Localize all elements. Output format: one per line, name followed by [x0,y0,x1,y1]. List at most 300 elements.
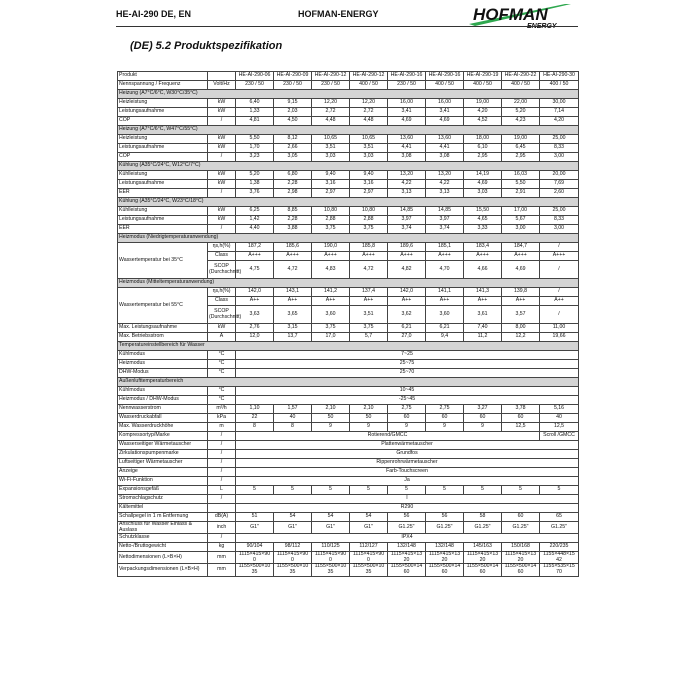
value-cell: 3,97 [426,216,464,225]
value-cell: 13,60 [388,135,426,144]
value-cell: A+++ [350,252,388,261]
value-cell: 3,41 [426,108,464,117]
row-label: Leistungsaufnahme [118,108,208,117]
value-cell: 5 [274,486,312,495]
section-title: Kühlung (A35°C/24°C, W12°C/7°C) [118,162,579,171]
row-unit [208,504,236,513]
value-cell: 3,33 [464,225,502,234]
value-cell: 5 [312,486,350,495]
value-cell: 54 [312,513,350,522]
value-cell: A+++ [540,252,579,261]
row-unit: °C [208,351,236,360]
value-cell: 5 [350,486,388,495]
value-cell: 2,88 [350,216,388,225]
value-cell: 187,2 [236,243,274,252]
table-row [118,117,579,126]
row-label: Leistungsaufnahme [118,216,208,225]
table-row [118,369,579,378]
table-row [118,504,579,513]
value-cell: 90/104 [236,543,274,552]
row-unit: SCOP (Durchschnitt) [208,306,236,324]
value-cell: 25,00 [540,135,579,144]
row-label: COP [118,153,208,162]
value-cell: 9,40 [312,171,350,180]
value-cell: 13,20 [388,171,426,180]
value-cell: 10,80 [350,207,388,216]
value-cell: 8,33 [540,216,579,225]
section-row [118,279,579,288]
value-cell: 8,00 [502,324,540,333]
value-cell: 1155×500×10 35 [350,564,388,576]
value-cell: 12,20 [312,99,350,108]
value-cell: 1155×448×15 42 [540,552,579,564]
row-unit: ηs,h(%) [208,243,236,252]
row-unit: °C [208,369,236,378]
value-cell: 1155×500×14 60 [502,564,540,576]
value-cell: 3,97 [388,216,426,225]
value-cell: 3,16 [350,180,388,189]
value-cell: 12,5 [540,423,579,432]
value-cell: 50 [350,414,388,423]
value-cell: 132/148 [388,543,426,552]
section-title: Heizung (A7°C/6°C, W30°C/35°C) [118,90,579,99]
section-row [118,90,579,99]
value-cell: 5 [426,486,464,495]
value-cell: 5 [236,486,274,495]
row-unit: kW [208,108,236,117]
value-cell: 185,6 [274,243,312,252]
table-row [118,552,579,564]
value-cell: 13,7 [274,333,312,342]
value-cell: 3,00 [540,225,579,234]
section-row [118,162,579,171]
table-row [118,360,579,369]
value-cell: 1,33 [236,108,274,117]
value-cell: 3,60 [426,306,464,324]
value-cell: 10,80 [312,207,350,216]
value-cell: 137,4 [350,288,388,297]
value-cell: 25,00 [540,207,579,216]
value-cell: 6,25 [236,207,274,216]
value-cell: 5 [388,486,426,495]
value-cell: A+++ [502,252,540,261]
table-row [118,468,579,477]
table-row [118,180,579,189]
value-cell: 1155×500×10 35 [312,564,350,576]
row-label: Wasserdruckabfall [118,414,208,423]
model-header: HE-AI-290-09 [274,72,312,81]
value-cell: A+++ [274,252,312,261]
value-cell: A++ [236,297,274,306]
value-cell: 56 [426,513,464,522]
row-unit: mm [208,552,236,564]
value-cell: 9 [464,423,502,432]
model-header: HE-AI-290-22 [502,72,540,81]
value-cell: 190,0 [312,243,350,252]
value-cell: 1115×415×13 20 [426,552,464,564]
header-divider [116,26,578,27]
value-cell: 1,38 [236,180,274,189]
value-cell: 14,85 [426,207,464,216]
value-cell: 3,78 [502,405,540,414]
merged-value-cell: Rippenrohrwärmetauscher [236,459,579,468]
merged-value-cell: 25~75 [236,360,579,369]
value-cell: 22 [236,414,274,423]
model-header: HE-AI-290-12 [350,72,388,81]
value-cell: 6,10 [464,144,502,153]
merged-value-cell: R290 [236,504,579,513]
table-row [118,564,579,576]
value-cell: 4,65 [464,216,502,225]
company-name: HOFMAN-ENERGY [298,9,379,19]
row-label: Kältemittel [118,504,208,513]
value-cell: 30,00 [540,99,579,108]
row-label: Verpackungsdimensionen (L×B×H) [118,564,208,576]
table-row [118,171,579,180]
value-cell: 4,22 [426,180,464,189]
value-cell: 2,03 [274,108,312,117]
table-row [118,432,579,441]
value-cell: A++ [388,297,426,306]
value-cell: 400 / 50 [350,81,388,90]
value-cell: 9 [350,423,388,432]
value-cell: 3,13 [388,189,426,198]
row-label: Nennwasserstrom [118,405,208,414]
row-label: Schutzklasse [118,534,208,543]
value-cell: 5 [502,486,540,495]
value-cell: 230 / 50 [236,81,274,90]
value-cell: 112/127 [350,543,388,552]
table-header-row [118,72,579,81]
value-cell: 3,51 [312,144,350,153]
value-cell: 4,41 [388,144,426,153]
value-cell: A++ [540,297,579,306]
value-cell: A++ [274,297,312,306]
value-cell: 2,91 [502,189,540,198]
row-label: Schallpegel in 1 m Entfernung [118,513,208,522]
row-unit: inch [208,522,236,534]
value-cell: 10,65 [350,135,388,144]
row-unit: kPa [208,414,236,423]
row-label: Stromschlagschutz [118,495,208,504]
row-unit: Class [208,252,236,261]
value-cell: 9,15 [274,99,312,108]
value-cell: 17,0 [312,333,350,342]
value-cell: A+++ [388,252,426,261]
row-label: Kühlmodus [118,387,208,396]
section-row [118,342,579,351]
section-row [118,198,579,207]
value-cell: 3,05 [274,153,312,162]
row-unit: / [208,534,236,543]
value-cell: A+++ [464,252,502,261]
row-unit: / [208,189,236,198]
row-unit: / [208,459,236,468]
value-cell: A++ [312,297,350,306]
value-cell: 9,40 [350,171,388,180]
row-label: DHW-Modus [118,369,208,378]
row-label: EER [118,189,208,198]
table-row [118,243,579,252]
merged-value-cell: Rotierend/GMCC [236,432,540,441]
merged-value-cell: Grundfos [236,450,579,459]
table-row [118,396,579,405]
value-cell: G1" [236,522,274,534]
value-cell: 4,75 [236,261,274,279]
model-header: HE-AI-290-16 [426,72,464,81]
table-row [118,225,579,234]
row-unit: m³/h [208,405,236,414]
row-label: Anzeige [118,468,208,477]
value-cell: G1" [312,522,350,534]
row-unit: °C [208,396,236,405]
row-unit: kg [208,543,236,552]
value-cell: A++ [464,297,502,306]
value-cell: 4,41 [426,144,464,153]
value-cell: 1,57 [274,405,312,414]
row-label: Netto-/Bruttogewicht [118,543,208,552]
row-label: Luftseitiger Wärmetauscher [118,459,208,468]
merged-value-cell: Ja [236,477,579,486]
logo-wordmark: HOFMAN [473,5,548,24]
row-label: Max. Betriebsstrom [118,333,208,342]
merged-value-cell: I [236,495,579,504]
row-label: Zirkulationspumpenmarke [118,450,208,459]
value-cell: 60 [502,414,540,423]
value-cell: 3,27 [464,405,502,414]
value-cell: 65 [540,513,579,522]
value-cell: 3,74 [426,225,464,234]
value-cell: 3,08 [426,153,464,162]
value-cell: 3,16 [312,180,350,189]
row-unit: kW [208,207,236,216]
value-cell: 220/235 [540,543,579,552]
value-cell: G1.25" [388,522,426,534]
value-cell: 1155×535×15 70 [540,564,579,576]
row-label: Heizleistung [118,135,208,144]
value-cell: 4,69 [464,180,502,189]
value-cell: 150/168 [502,543,540,552]
value-cell: 4,69 [502,261,540,279]
row-label: Nettodimensionen (L×B×H) [118,552,208,564]
value-cell: G1.25" [426,522,464,534]
table-row [118,414,579,423]
value-cell: 7,69 [540,180,579,189]
value-cell: 7,14 [540,108,579,117]
value-cell: 19,00 [464,99,502,108]
value-cell: 2,75 [426,405,464,414]
row-unit: kW [208,135,236,144]
value-cell: 2,66 [274,144,312,153]
value-cell: 54 [274,513,312,522]
value-cell: 4,81 [236,117,274,126]
merged-value-cell: Farb-Touchscreen [236,468,579,477]
value-cell: 2,97 [350,189,388,198]
value-cell: 4,83 [312,261,350,279]
value-cell: 3,75 [350,225,388,234]
row-label: Wasserseitiger Wärmetauscher [118,441,208,450]
value-cell: 11,2 [464,333,502,342]
value-cell: 5,20 [236,171,274,180]
row-label: Wi-Fi-Funktion [118,477,208,486]
page-title: (DE) 5.2 Produktspezifikation [130,40,283,52]
section-title: Heizmodus (Niedrigtemperaturanwendung) [118,234,579,243]
table-row [118,534,579,543]
value-cell: 132/148 [426,543,464,552]
section-title: Temperatureinstellbereich für Wasser [118,342,579,351]
value-cell: 7,40 [464,324,502,333]
table-row [118,108,579,117]
model-header: HE-AI-290-30 [540,72,579,81]
value-cell: 4,50 [274,117,312,126]
header-unit [208,72,236,81]
value-cell: 5 [540,486,579,495]
value-cell: 18,00 [464,135,502,144]
value-cell: 6,21 [426,324,464,333]
value-cell: 16,00 [426,99,464,108]
value-cell: 8 [274,423,312,432]
value-cell: 19,66 [540,333,579,342]
row-label: Max. Leistungsaufnahme [118,324,208,333]
row-unit: / [208,450,236,459]
table-row [118,153,579,162]
row-label: Heizmodus [118,360,208,369]
value-cell: 3,03 [464,189,502,198]
product-spec-table [117,71,579,577]
row-unit: ηs,h(%) [208,288,236,297]
merged-value-cell: 7~25 [236,351,579,360]
row-unit: A [208,333,236,342]
value-cell: 19,00 [502,135,540,144]
row-unit: L [208,486,236,495]
value-cell: 22,00 [502,99,540,108]
row-label: COP [118,117,208,126]
value-cell: 13,60 [426,135,464,144]
value-cell: 4,48 [312,117,350,126]
table-row [118,333,579,342]
value-cell: 5,16 [540,405,579,414]
value-cell: 4,72 [350,261,388,279]
value-cell: 183,4 [464,243,502,252]
row-unit: / [208,477,236,486]
value-cell: 185,1 [426,243,464,252]
section-row [118,378,579,387]
merged-value-cell: IPX4 [236,534,579,543]
row-unit: / [208,441,236,450]
value-cell: A++ [502,297,540,306]
value-cell: 142,0 [388,288,426,297]
table-row [118,216,579,225]
value-cell: 3,23 [236,153,274,162]
row-unit: m [208,423,236,432]
value-cell: 4,20 [464,108,502,117]
table-row [118,135,579,144]
value-cell: 3,61 [464,306,502,324]
value-cell: 3,60 [312,306,350,324]
value-cell: 3,51 [350,306,388,324]
value-cell: 2,75 [388,405,426,414]
value-cell: A+++ [426,252,464,261]
value-cell: 8 [236,423,274,432]
value-cell: 1115×415×13 20 [502,552,540,564]
section-title: Heizung (A7°C/6°C, W47°C/55°C) [118,126,579,135]
table-row [118,441,579,450]
value-cell: A++ [350,297,388,306]
value-cell: 60 [502,513,540,522]
value-cell: A++ [426,297,464,306]
model-header: HE-AI-290-12 [312,72,350,81]
value-cell: / [540,306,579,324]
model-header: HE-AI-290-06 [236,72,274,81]
value-cell: 3,75 [312,225,350,234]
value-cell: 15,50 [464,207,502,216]
value-cell: 14,85 [388,207,426,216]
value-cell: 3,51 [350,144,388,153]
row-unit: / [208,468,236,477]
merged-value-cell: 25~70 [236,369,579,378]
value-cell: 185,8 [350,243,388,252]
value-cell: 5,20 [502,108,540,117]
value-cell: 60 [464,414,502,423]
value-cell: 5,7 [350,333,388,342]
value-cell: 145/163 [464,543,502,552]
value-cell: 4,48 [350,117,388,126]
row-unit: mm [208,564,236,576]
value-cell: 400 / 50 [426,81,464,90]
value-cell: 2,10 [350,405,388,414]
value-cell: 2,72 [350,108,388,117]
value-cell: 230 / 50 [274,81,312,90]
value-cell: 6,80 [274,171,312,180]
row-unit: / [208,495,236,504]
section-row [118,234,579,243]
value-cell: 400 / 50 [502,81,540,90]
value-cell: 3,13 [426,189,464,198]
value-cell: G1" [350,522,388,534]
row-unit: Volt/Hz [208,81,236,90]
value-cell: 6,45 [502,144,540,153]
value-cell: 143,1 [274,288,312,297]
value-cell: 2,95 [502,153,540,162]
value-cell: 3,63 [236,306,274,324]
model-header: HE-AI-290-19 [464,72,502,81]
value-cell: 189,6 [388,243,426,252]
table-row [118,450,579,459]
table-row [118,144,579,153]
value-cell: 17,00 [502,207,540,216]
value-cell: 4,20 [540,117,579,126]
value-cell: 3,03 [312,153,350,162]
value-cell: 1115×415×90 0 [236,552,274,564]
table-row [118,477,579,486]
value-cell: 9 [312,423,350,432]
value-cell: / [540,261,579,279]
value-cell: 3,57 [502,306,540,324]
value-cell: 1155×500×14 60 [464,564,502,576]
value-cell: 4,69 [388,117,426,126]
merged-value-cell: -25~45 [236,396,579,405]
value-cell: 4,40 [236,225,274,234]
value-cell: G1.25" [540,522,579,534]
value-cell: 11,00 [540,324,579,333]
value-cell: 6,21 [388,324,426,333]
row-label: Anschluss für Wasser Einlass & Auslass [118,522,208,534]
value-cell: 3,65 [274,306,312,324]
value-cell: 58 [464,513,502,522]
row-label: EER [118,225,208,234]
value-cell: 1155×500×14 60 [426,564,464,576]
table-row [118,387,579,396]
